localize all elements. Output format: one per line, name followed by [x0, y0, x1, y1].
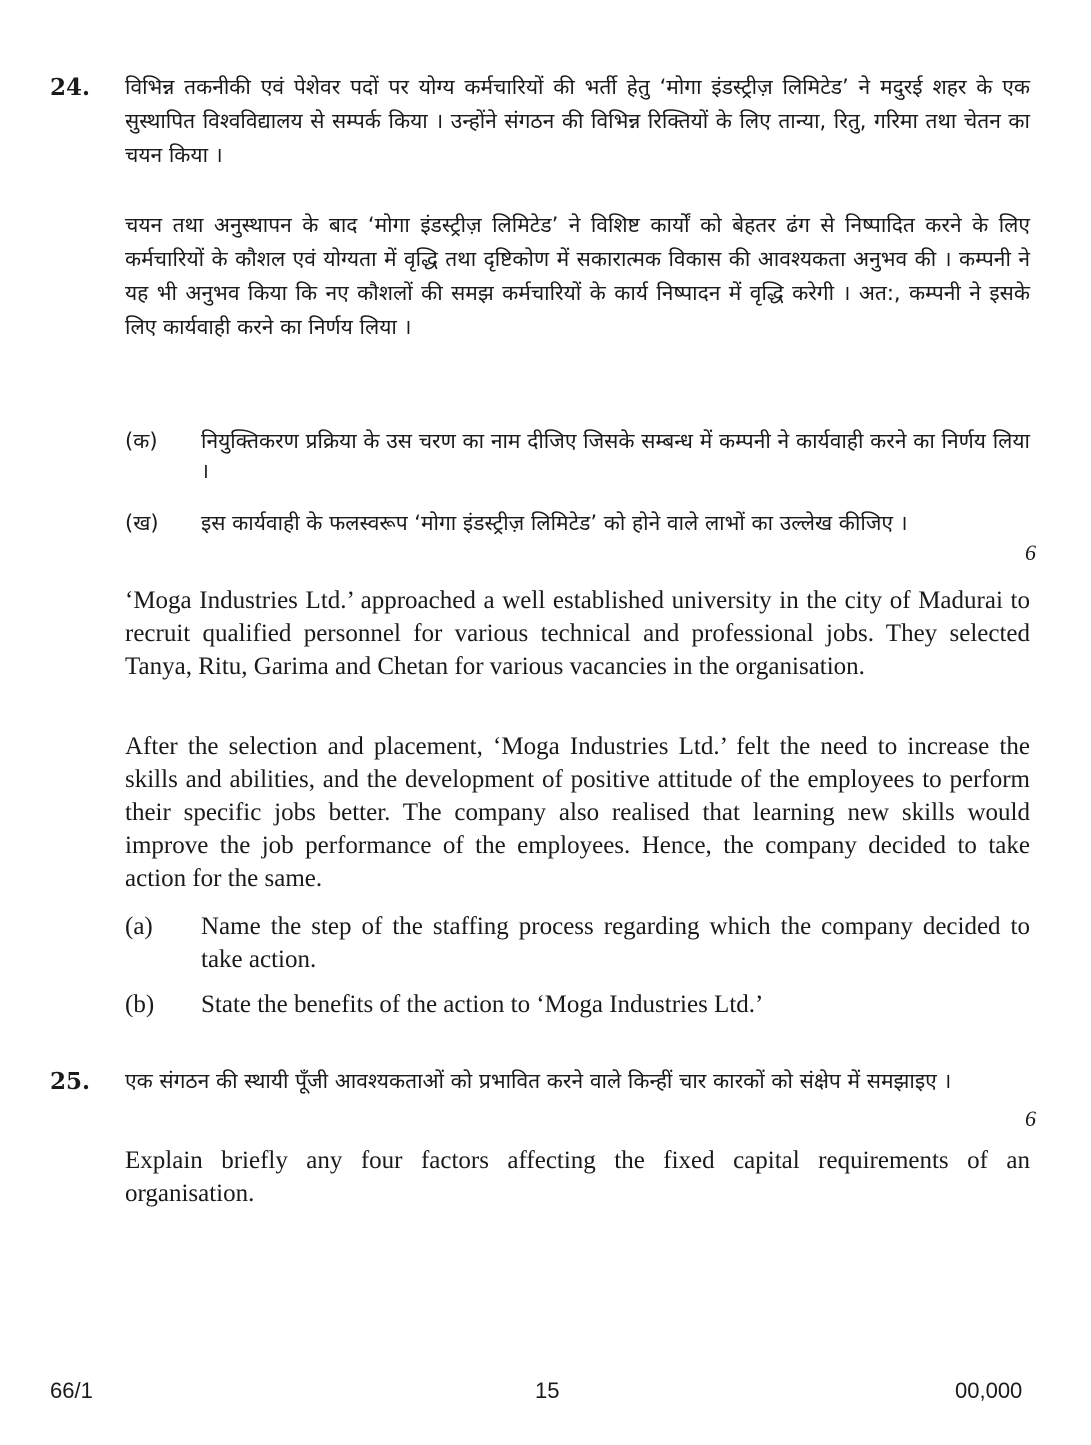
subquestion-label: (ख) — [125, 511, 159, 535]
marks: 6 — [1025, 1106, 1036, 1131]
page-number: 15 — [535, 1378, 560, 1403]
serial-number: 00,000 — [955, 1378, 1023, 1403]
subquestion-text: इस कार्यवाही के फलस्वरूप ‘मोगा इंडस्ट्रीज़ लिमिटेड’ को होने वाले लाभों का उल्लेख कीजिए । — [201, 511, 908, 535]
subquestion-text: State the benefits of the action to ‘Moga Industries Ltd.’ — [201, 991, 764, 1018]
subquestion-text: Name the step of the staffing process regarding which the company decided to take action. — [201, 913, 1030, 973]
subquestion-label: (a) — [125, 913, 153, 940]
subquestion-label: (क) — [125, 429, 158, 453]
hindi-paragraph-2: चयन तथा अनुस्थापन के बाद ‘मोगा इंडस्ट्रीज़ लिमिटेड’ ने विशिष्ट कार्यों को बेहतर ढंग से निष्पादित करने के लिए कर्मचारियों के कौशल एवं योग्यता में वृद्धि तथा दृष्टिकोण में सकारात्मक विकास की आवश्यकता अनुभव की । कम्पनी ने यह भी अनुभव किया कि नए कौशलों की समझ कर्मचारियों के कार्य निष्पादन में वृद्धि करेगी । अत:, कम्पनी ने इसके लिए कार्यवाही करने का निर्णय लिया । — [125, 213, 1030, 339]
subquestion-label: (b) — [125, 991, 155, 1018]
english-paragraph-2: After the selection and placement, ‘Moga Industries Ltd.’ felt the need to increase the skills and abilities, and the development of positive attitude of the employees to perform their specific jobs better. The company also realised that learning new skills would improve the job performance of the employees. Hence, the company decided to take action for the same. — [125, 733, 1030, 892]
hindi-question-text: एक संगठन की स्थायी पूँजी आवश्यकताओं को प्रभावित करने वाले किन्हीं चार कारकों को संक्षेप में समझाइए । — [125, 1069, 952, 1093]
marks: 6 — [1025, 540, 1036, 565]
english-paragraph-1: ‘Moga Industries Ltd.’ approached a well established university in the city of Madurai to recruit qualified personnel for various technical and professional jobs. They selected Tanya, Ritu, Garima and Chetan for various vacancies in the organisation. — [125, 587, 1030, 680]
paper-code: 66/1 — [50, 1378, 93, 1403]
english-question-text: Explain briefly any four factors affecting the fixed capital requirements of an organisation. — [125, 1147, 1030, 1207]
question-number: 25. — [50, 1068, 91, 1095]
question-number: 24. — [50, 74, 91, 101]
subquestion-text: नियुक्तिकरण प्रक्रिया के उस चरण का नाम दीजिए जिसके सम्बन्ध में कम्पनी ने कार्यवाही करने का निर्णय लिया । — [201, 429, 1030, 483]
hindi-paragraph-1: विभिन्न तकनीकी एवं पेशेवर पदों पर योग्य कर्मचारियों की भर्ती हेतु ‘मोगा इंडस्ट्रीज़ लिमिटेड’ ने मदुरई शहर के एक सुस्थापित विश्वविद्यालय से सम्पर्क किया । उन्होंने संगठन की विभिन्न रिक्तियों के लिए तान्या, रितु, गरिमा तथा चेतन का चयन किया । — [125, 75, 1030, 167]
